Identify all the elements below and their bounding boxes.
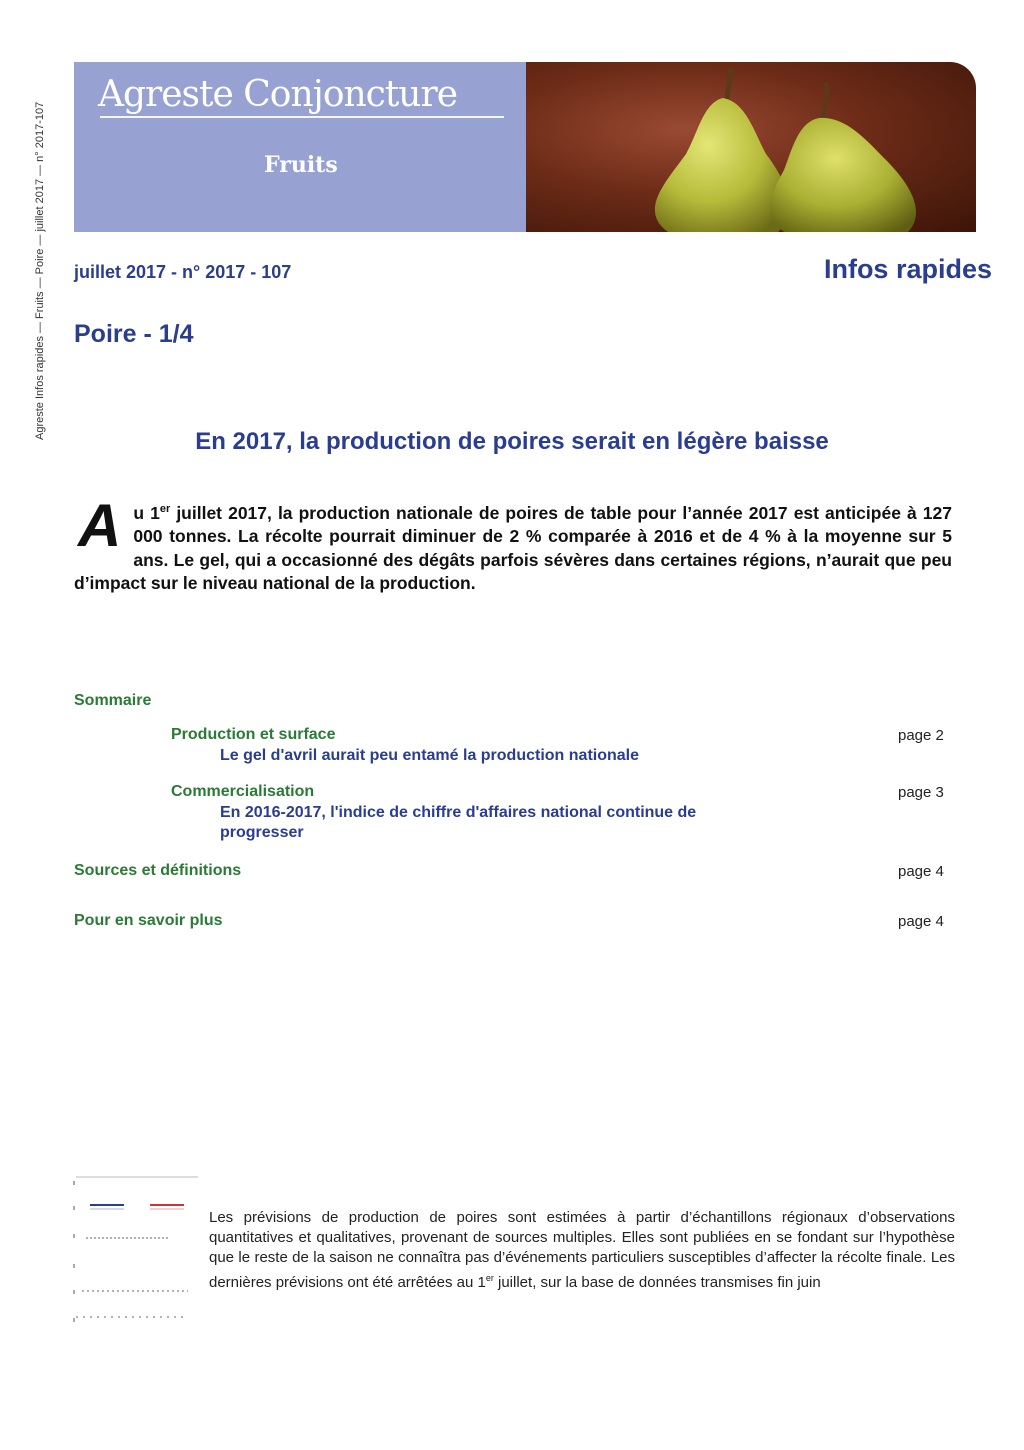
intro-text: juillet 2017, la production nationale de poires de table pour l’année 2017 est anticipée à 127 000 tonnes. La récolte pourrait diminuer de 2 % comparée à 2016 et de 4 % à la moyenne sur 5 ans. Le gel, qui a occasionné des dégâts parfois sévères dans certaines régions, n’aurait que peu d’impact sur le niveau national de la production.: [74, 502, 952, 594]
toc-subitem-commercialisation: En 2016-2017, l'indice de chiffre d'affaires national continue de progresser: [220, 804, 697, 841]
methodology-text-end: juillet, sur la base de données transmises fin juin: [493, 1274, 821, 1291]
side-reference: Agreste Infos rapides — Fruits — Poire — juillet 2017 — n° 2017-107: [34, 101, 46, 440]
toc-heading: Sommaire: [74, 692, 152, 709]
methodology-superscript: er: [485, 1273, 494, 1283]
section-title: Fruits: [264, 152, 338, 178]
header-banner: [74, 62, 976, 232]
toc-page-commercialisation: page 3: [898, 784, 944, 801]
publication-type: Infos rapides: [823, 254, 992, 284]
banner-title-panel: [74, 62, 526, 232]
ministry-logo: [72, 1176, 202, 1326]
toc-page-en-savoir-plus: page 4: [898, 913, 944, 930]
toc-item-commercialisation[interactable]: Commercialisation: [171, 783, 315, 800]
methodology-text: Les prévisions de production de poires sont estimées à partir d’échantillons régionaux d’observations quantitatives et qualitatives, provenant de sources multiples. Elles sont publiées en se fondant sur l’hypothèse que le reste de la saison ne connaîtra pas d’événements particuliers susceptibles d’affecter la récolte finale. Les dernières prévisions ont été arrêtées au 1: [209, 1209, 955, 1291]
methodology-note: [209, 1208, 955, 1293]
toc-subitem-production: Le gel d'avril aurait peu entamé la production nationale: [220, 747, 639, 764]
toc-item-sources[interactable]: Sources et définitions: [74, 862, 242, 879]
intro-paragraph: [74, 492, 952, 596]
issue-number: juillet 2017 - n° 2017 - 107: [74, 262, 292, 282]
pears-illustration: [526, 62, 976, 232]
toc-item-production[interactable]: Production et surface: [171, 726, 336, 743]
intro-superscript: er: [159, 503, 171, 515]
toc-item-en-savoir-plus[interactable]: Pour en savoir plus: [74, 912, 223, 929]
brand-underline: [100, 116, 504, 118]
toc-page-production: page 2: [898, 727, 944, 744]
headline: En 2017, la production de poires serait en légère baisse: [195, 428, 829, 455]
drop-cap: A: [78, 492, 122, 559]
brand-logo: Agreste Conjoncture: [98, 74, 457, 115]
intro-text-start: u 1: [133, 502, 160, 523]
pears-photo: [526, 62, 976, 232]
document-title: Poire - 1/4: [74, 320, 194, 348]
toc-page-sources: page 4: [898, 863, 944, 880]
ministry-logo-graphic: [72, 1176, 202, 1326]
